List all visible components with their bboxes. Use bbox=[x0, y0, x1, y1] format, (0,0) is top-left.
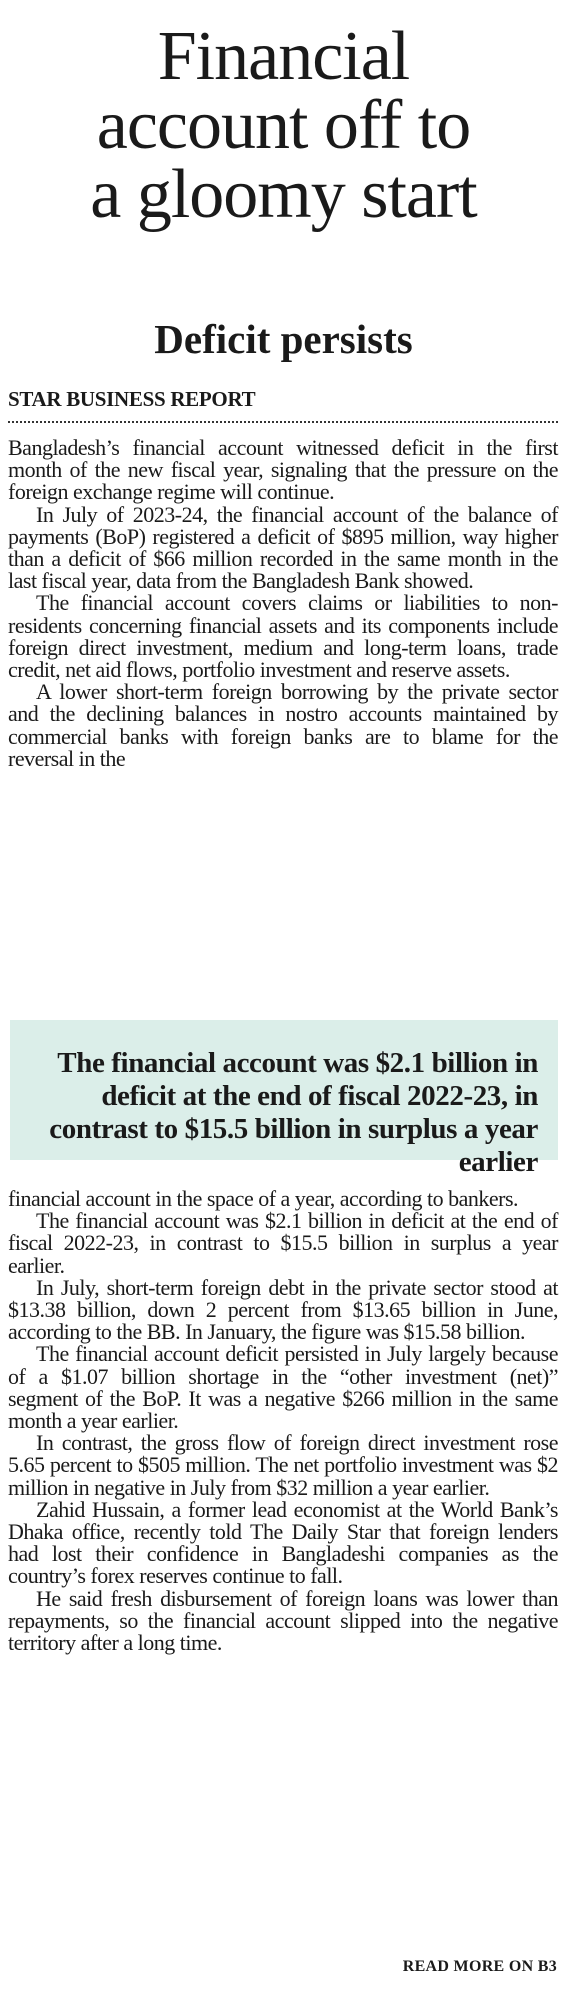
body-paragraph: financial account in the space of a year, according to bankers. bbox=[8, 1186, 519, 1211]
body-paragraph: In contrast, the gross flow of foreign direct investment rose 5.65 percent to $505 million. The net portfolio investment was $2 million in negative in July from $32 million a year earlier. bbox=[8, 1430, 558, 1500]
headline bbox=[0, 18, 567, 233]
article-body-bottom bbox=[8, 1188, 558, 1654]
subheadline: Deficit persists bbox=[154, 316, 413, 362]
body-paragraph: In July of 2023-24, the financial account of the balance of payments (BoP) registered a deficit of $895 million, way higher than a deficit of $66 million recorded in the same month in the last fiscal year, data from the Bangladesh Bank showed. bbox=[8, 501, 558, 594]
headline-line: a gloomy start bbox=[90, 156, 477, 233]
pull-quote: The financial account was $2.1 billion in deficit at the end of fiscal 2022-23, in contrast to $15.5 billion in surplus a year earlier bbox=[10, 1020, 558, 1160]
read-more-link[interactable]: READ MORE ON B3 bbox=[402, 1958, 557, 1975]
byline: STAR BUSINESS REPORT bbox=[8, 387, 256, 411]
body-paragraph: Bangladesh’s financial account witnessed deficit in the first month of the new fiscal year, signaling that the pressure on the foreign exchange regime will continue. bbox=[8, 435, 558, 505]
headline-line: account off to bbox=[96, 87, 471, 164]
article-body-top bbox=[8, 437, 558, 770]
body-paragraph: Zahid Hussain, a former lead economist at the World Bank’s Dhaka office, recently told The Daily Star that foreign lenders had lost their confidence in Bangladeshi companies as the country’s forex reserves continue to fall. bbox=[8, 1496, 558, 1589]
body-paragraph: The financial account covers claims or liabilities to non-residents concerning financial assets and its components include foreign direct investment, medium and long-term loans, trade credit, net aid flows, portfolio investment and reserve assets. bbox=[8, 590, 558, 683]
body-paragraph: He said fresh disbursement of foreign loans was lower than repayments, so the financial account slipped into the negative territory after a long time. bbox=[8, 1585, 558, 1656]
body-paragraph: The financial account deficit persisted in July largely because of a $1.07 billion shortage in the “other investment (net)” segment of the BoP. It was a negative $266 million in the same month a year earlier. bbox=[8, 1341, 558, 1434]
dotted-divider bbox=[8, 421, 558, 423]
body-paragraph: A lower short-term foreign borrowing by the private sector and the declining balances in nostro accounts maintained by commercial banks with foreign banks are to blame for the reversal in the bbox=[8, 679, 558, 771]
body-paragraph: In July, short-term foreign debt in the private sector stood at $13.38 billion, down 2 percent from $13.65 billion in June, according to the BB. In January, the figure was $15.58 billion. bbox=[8, 1274, 558, 1345]
body-paragraph: The financial account was $2.1 billion in deficit at the end of fiscal 2022-23, in contrast to $15.5 billion in surplus a year earlier. bbox=[8, 1208, 558, 1278]
headline-line: Financial bbox=[157, 18, 410, 95]
